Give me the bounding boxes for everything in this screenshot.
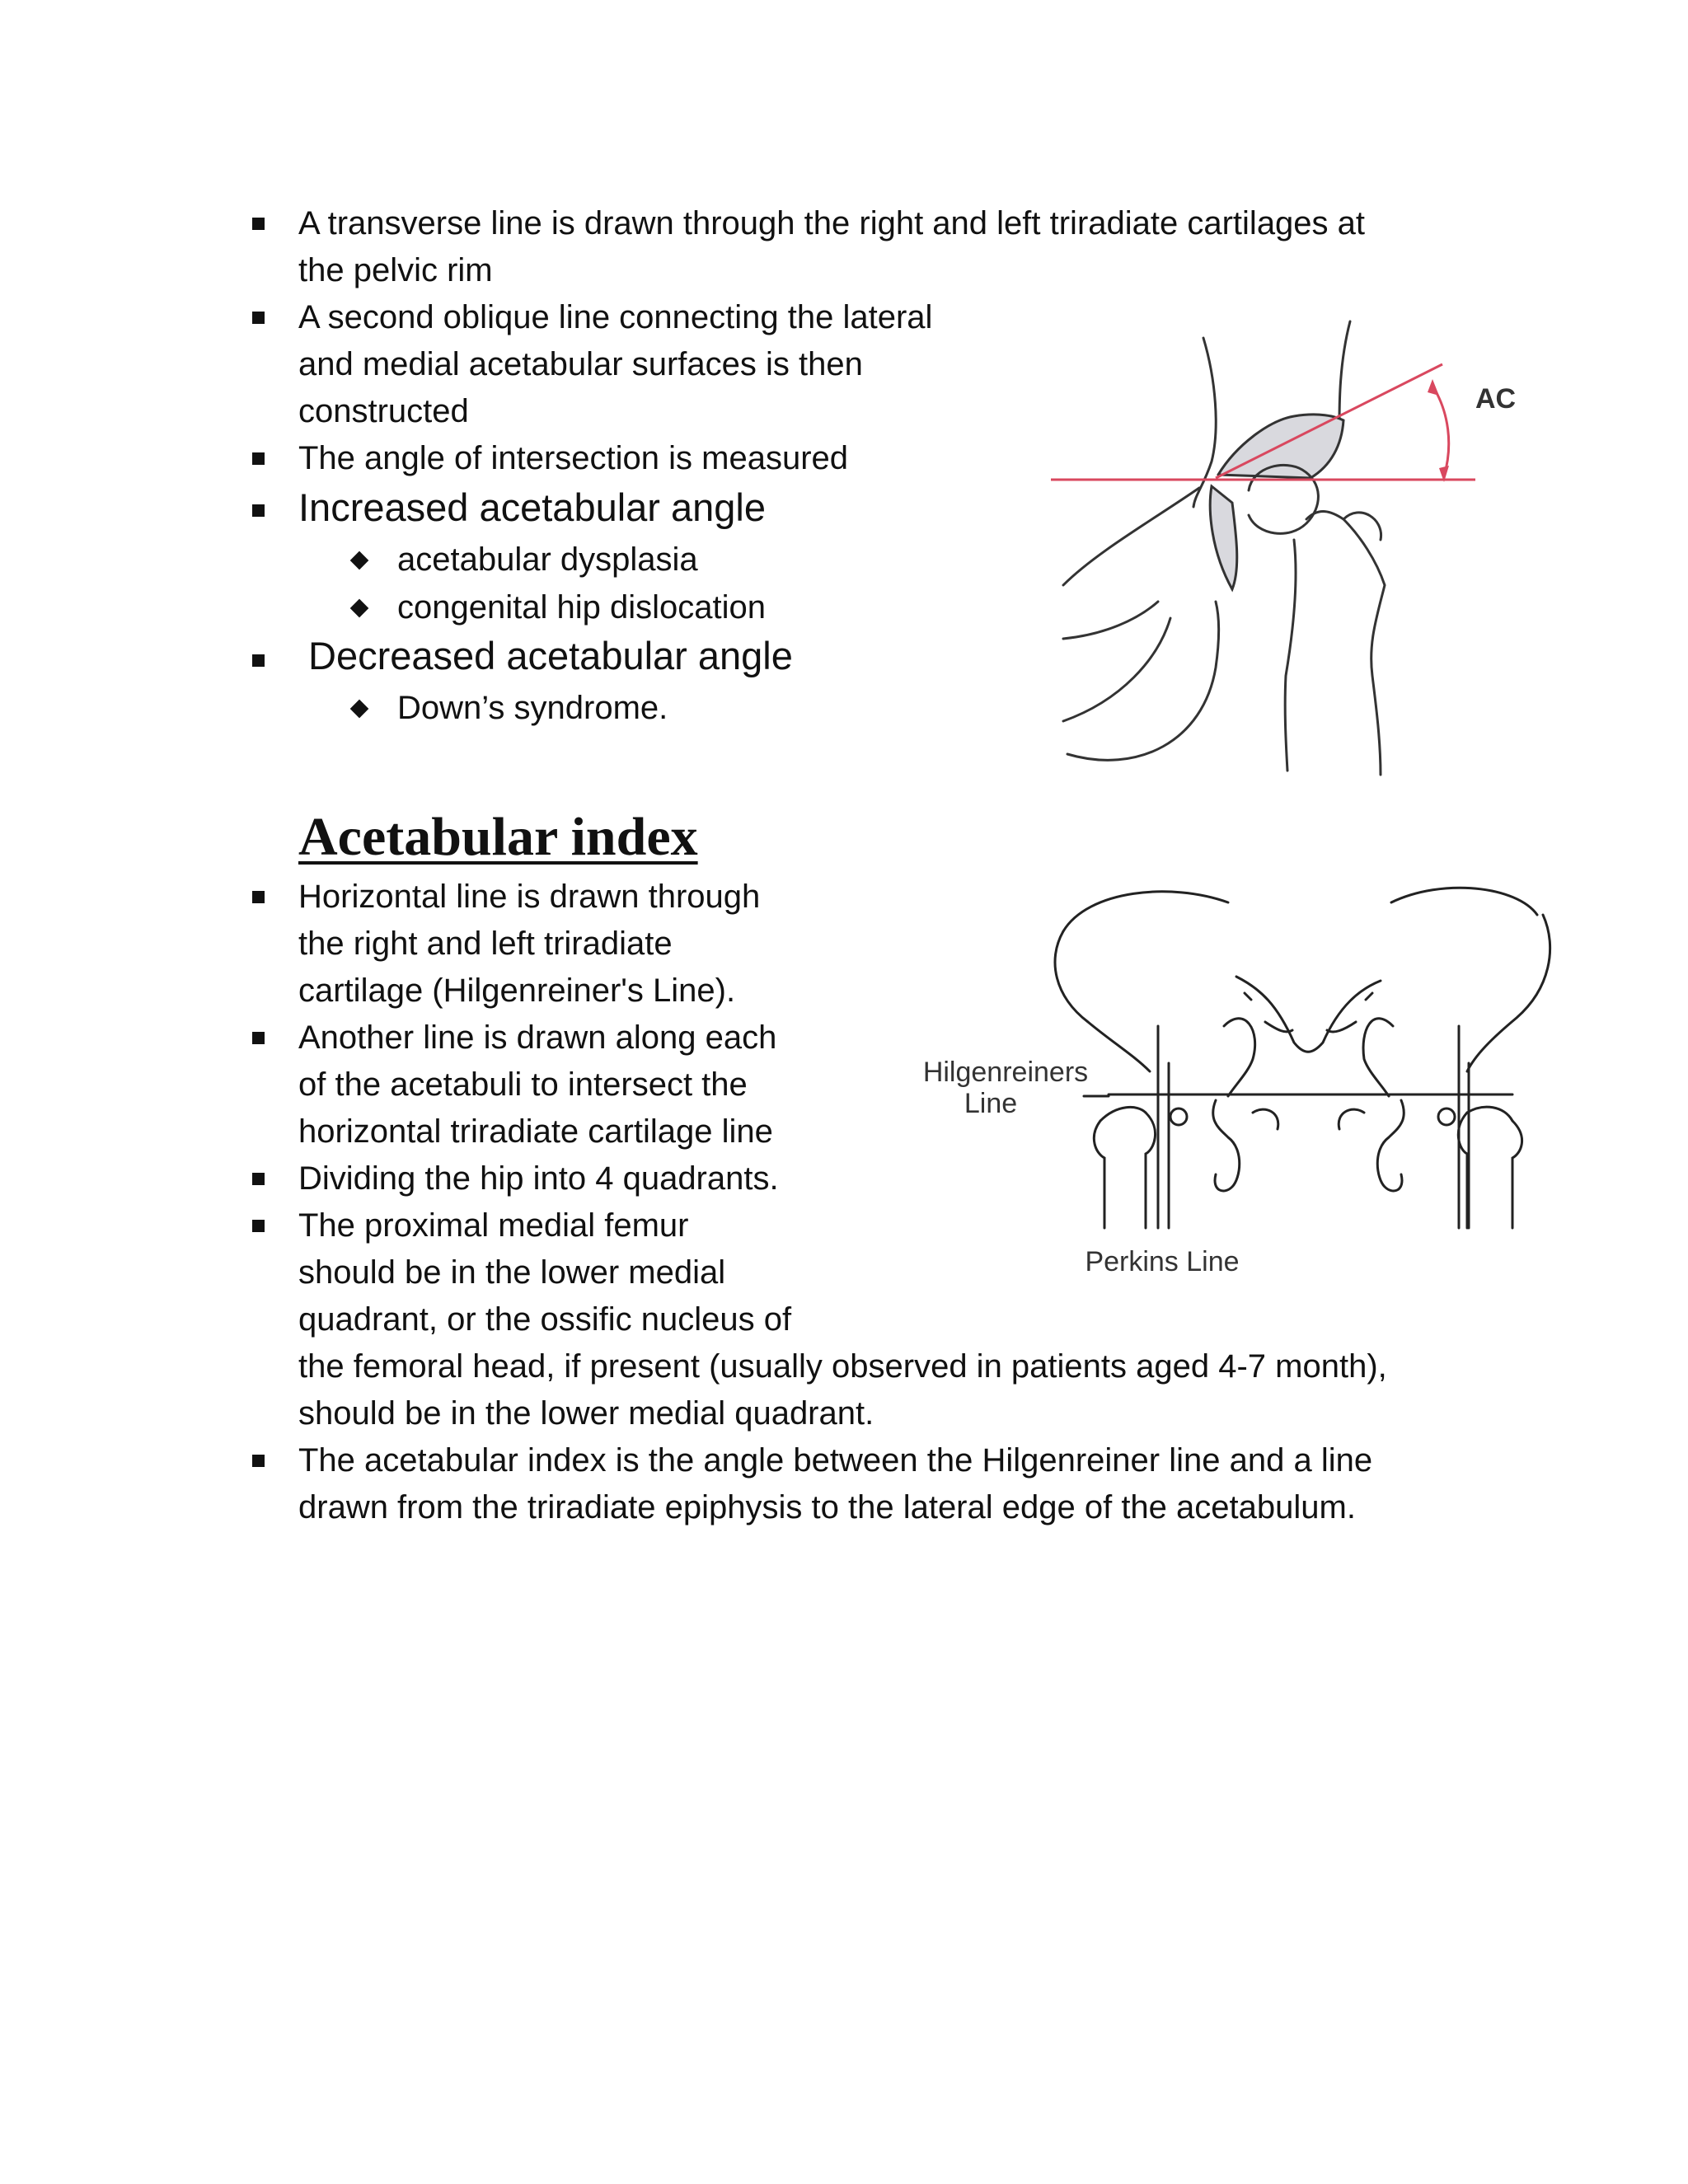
bullet-square [252,1455,265,1467]
text-line: cartilage (Hilgenreiner's Line). [298,972,736,1009]
text-line: and medial acetabular surfaces is then [298,346,863,382]
bullet-square [252,452,265,465]
text-line: A second oblique line connecting the lateral [298,299,933,335]
bullet-diamond [350,700,369,719]
text-line: Down’s syndrome. [397,690,668,726]
text-line: The proximal medial femur [298,1207,689,1244]
text-line: Horizontal line is drawn through [298,879,761,915]
figure-label-hilgenreiner-line: Line [964,1088,1018,1119]
text-line: acetabular dysplasia [397,541,698,578]
bullet-square [252,1220,265,1232]
bullet-square [252,218,265,230]
figure-label-hilgenreiner: Hilgenreiners [922,1057,1089,1088]
text-line: Decreased acetabular angle [308,634,793,677]
bullet-square [252,1173,265,1185]
figure-label-ac: AC [1475,383,1517,415]
text-line: The acetabular index is the angle between the Hilgenreiner line and a line [298,1442,1373,1479]
text-line: congenital hip dislocation [397,589,766,626]
bullet-square [252,312,265,324]
text-line: constructed [298,393,469,429]
bullet-diamond [350,551,369,570]
hilgenreiner-perkins-figure [898,865,1599,1294]
text-line: the pelvic rim [298,252,493,288]
text-line: The angle of intersection is measured [298,440,849,476]
text-line: drawn from the triradiate epiphysis to the lateral edge of the acetabulum. [298,1489,1356,1526]
text-line: Dividing the hip into 4 quadrants. [298,1160,779,1197]
text-line: of the acetabuli to intersect the [298,1066,748,1103]
text-line: horizontal triradiate cartilage line [298,1113,773,1150]
text-line: quadrant, or the ossific nucleus of [298,1301,792,1338]
bullet-square [252,654,265,667]
bullet-square [252,1032,265,1044]
text-line: Increased acetabular angle [298,485,767,529]
acetabular-angle-figure [1047,313,1541,791]
section-title: Acetabular index [298,807,698,867]
figure-label-perkins: Perkins Line [1085,1246,1240,1277]
text-line: A transverse line is drawn through the right and left triradiate cartilages at [298,205,1366,241]
bullet-square [252,504,265,517]
text-line: the right and left triradiate [298,926,673,962]
text-line: Another line is drawn along each [298,1019,777,1056]
text-line: should be in the lower medial [298,1254,726,1291]
text-line: should be in the lower medial quadrant. [298,1395,874,1432]
bullet-diamond [350,599,369,618]
bullet-square [252,891,265,903]
text-line: the femoral head, if present (usually observed in patients aged 4-7 month), [298,1348,1387,1385]
